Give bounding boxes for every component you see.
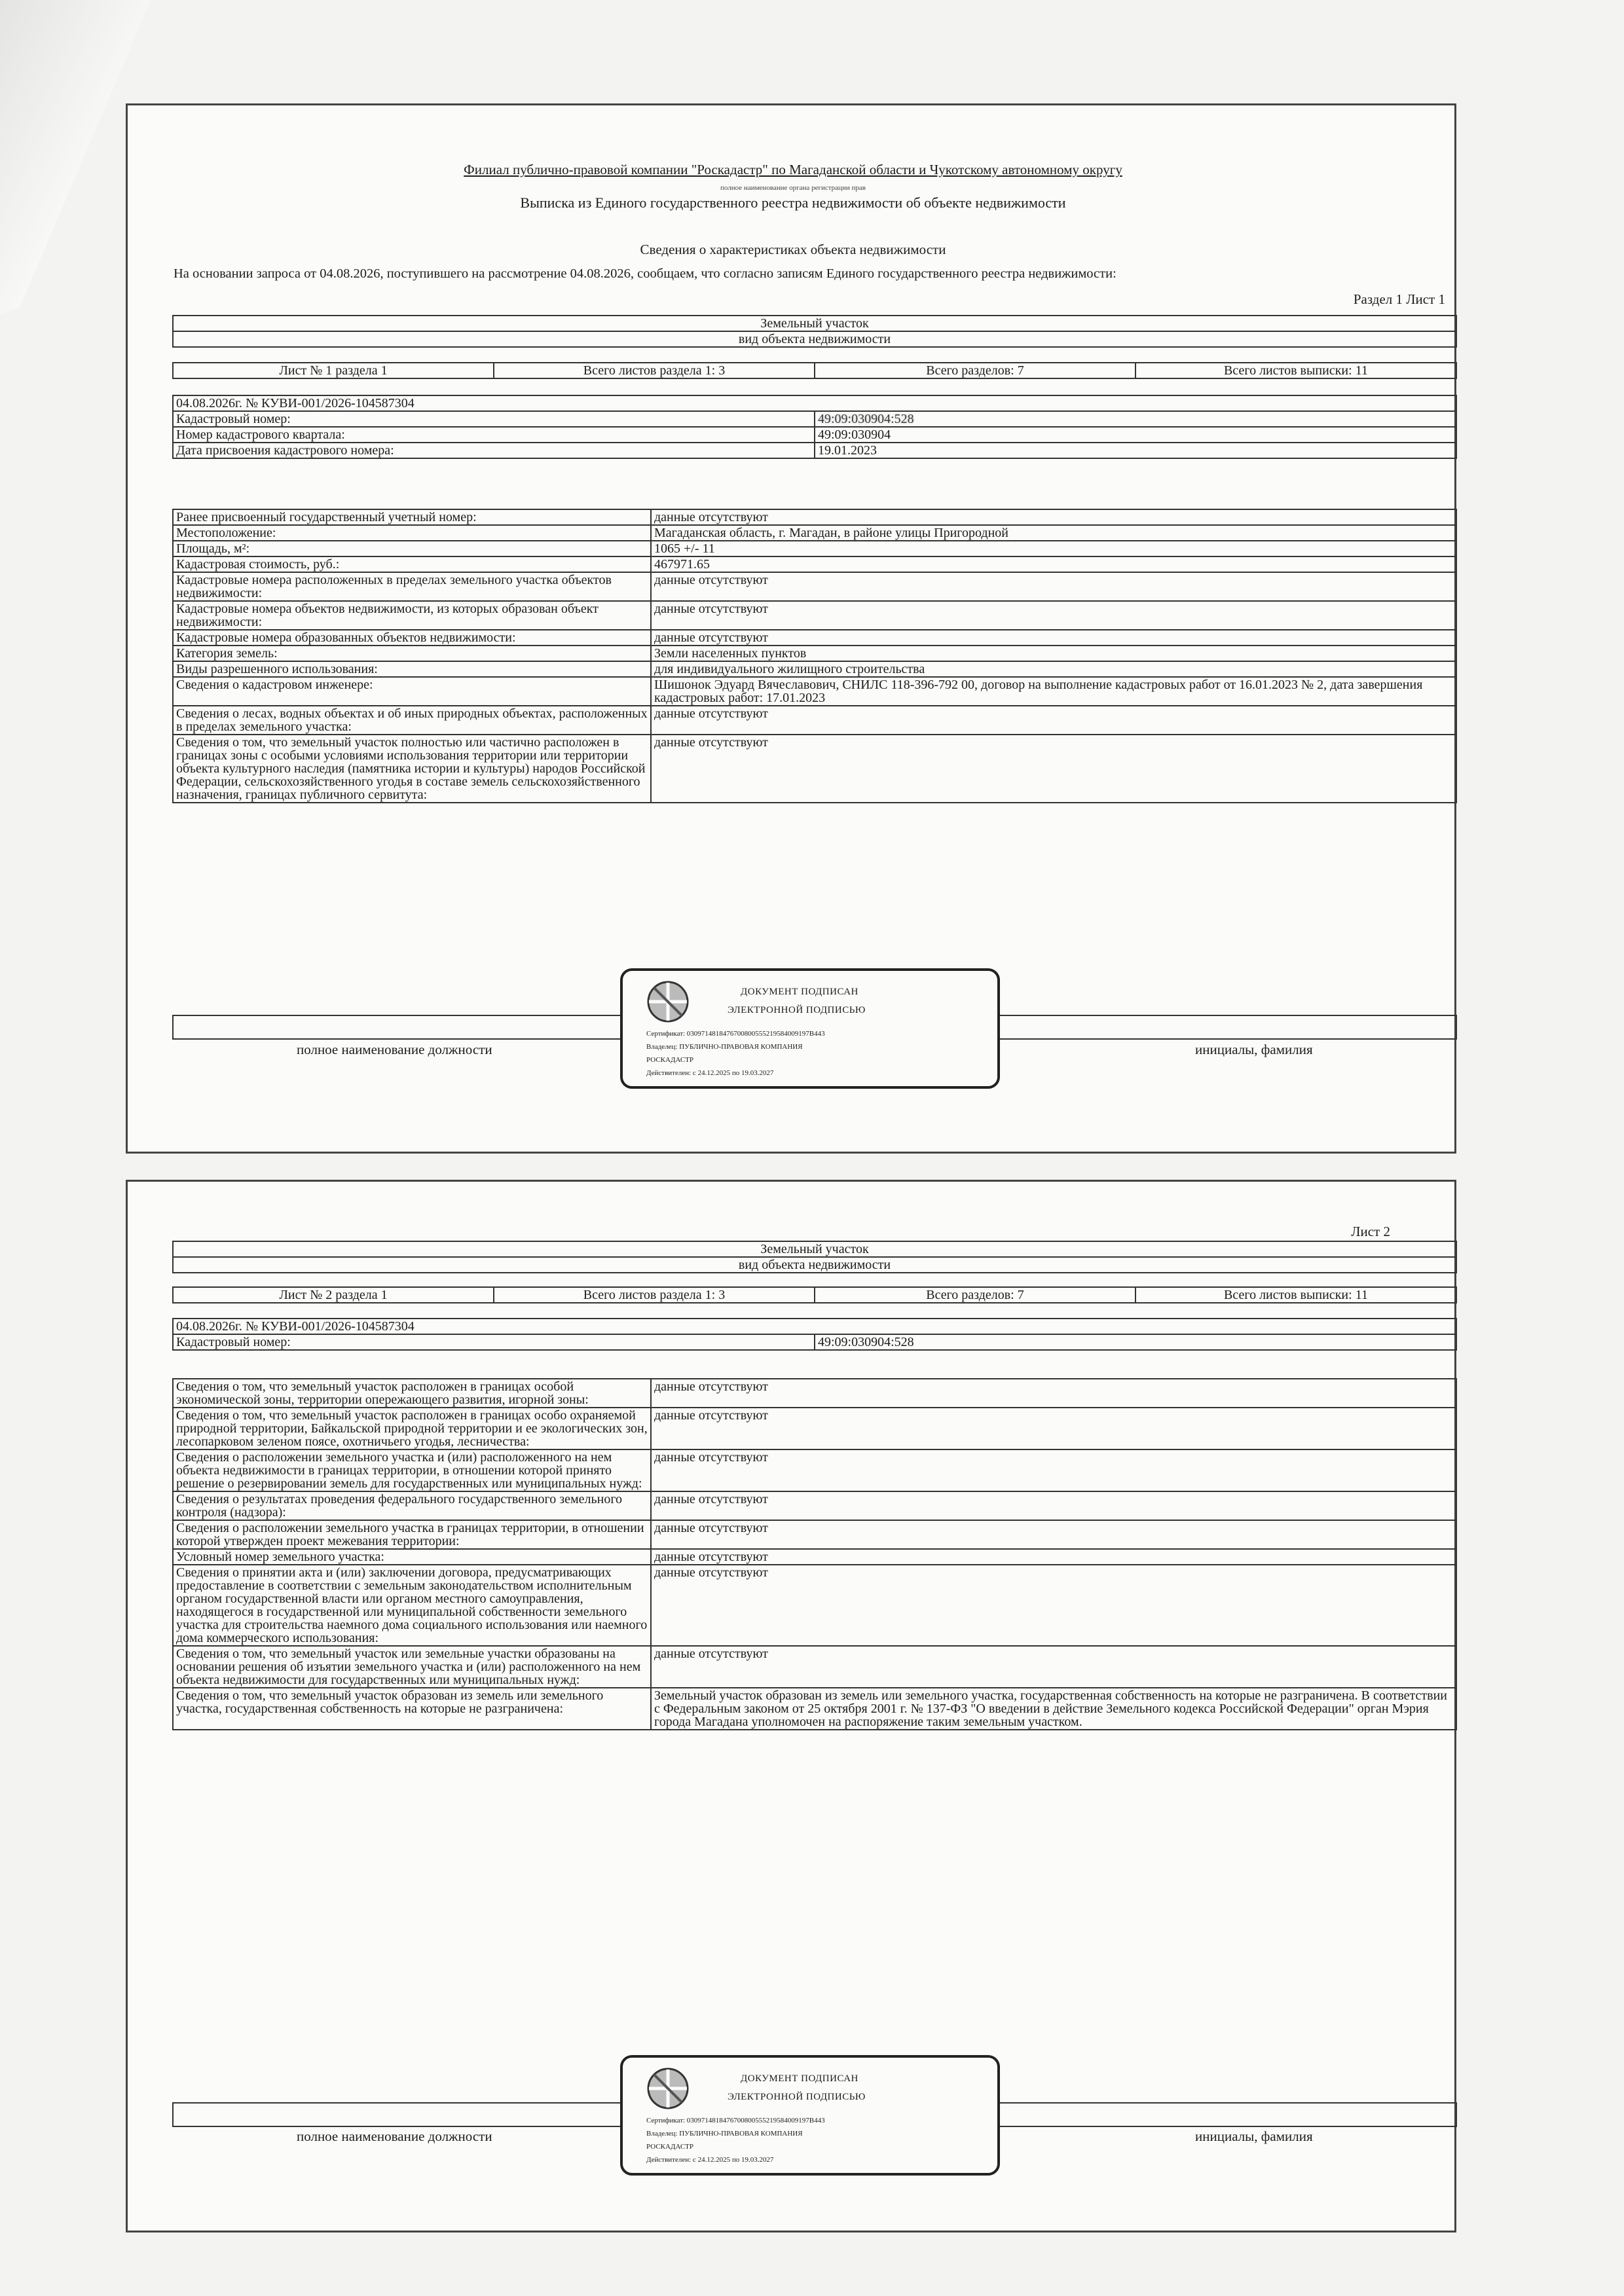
sheet-number: Лист № 2 раздела 1 [173, 1287, 494, 1303]
row-value: 19.01.2023 [815, 443, 1456, 458]
name-label: инициалы, фамилия [1195, 2128, 1313, 2144]
basis-text: На основании запроса от 04.08.2026, поступившего на рассмотрение 04.08.2026, сообщаем, что согласно записям Единого государственного реестра недвижимости: [174, 266, 1116, 281]
sections-total: Всего разделов: 7 [815, 363, 1135, 378]
main-info-table [172, 395, 1457, 459]
info-title: Сведения о характеристиках объекта недвижимости [640, 242, 946, 257]
row-label: Сведения о том, что земельный участок расположен в границах особо охраняемой природной территории, Байкальской природной территории и ее экологических зон, лесопарковом зеленом поясе, охотничьего угодья, лесничества: [173, 1408, 651, 1449]
row-label: Сведения о результатах проведения федерального государственного земельного контроля (надзора): [173, 1491, 651, 1520]
extract-sheet-2 [126, 1180, 1456, 2232]
row-label: Кадастровые номера образованных объектов недвижимости: [173, 630, 651, 646]
row-value: 467971.65 [651, 556, 1456, 572]
stamp-owner: Владелец: ПУБЛИЧНО-ПРАВОВАЯ КОМПАНИЯ [646, 2130, 803, 2138]
main-info-table [172, 1318, 1457, 1351]
row-value: Земли населенных пунктов [651, 646, 1456, 661]
row-value: данные отсутствуют [651, 572, 1456, 601]
sheet-info-table [172, 362, 1457, 379]
organization-caption: полное наименование органа регистрации прав [720, 184, 866, 192]
row-value: 49:09:030904 [815, 427, 1456, 443]
object-type-table [172, 1241, 1457, 1273]
row-label: Сведения о расположении земельного участка в границах территории, в отношении которой утвержден проект межевания территории: [173, 1520, 651, 1549]
row-value: для индивидуального жилищного строительства [651, 661, 1456, 677]
stamp-owner: Владелец: ПУБЛИЧНО-ПРАВОВАЯ КОМПАНИЯ [646, 1043, 803, 1051]
row-label: Виды разрешенного использования: [173, 661, 651, 677]
extract-title: Выписка из Единого государственного реестра недвижимости об объекте недвижимости [520, 194, 1066, 211]
row-label: Площадь, м²: [173, 541, 651, 556]
row-value: данные отсутствуют [651, 1379, 1456, 1408]
section-sheets-total: Всего листов раздела 1: 3 [494, 363, 815, 378]
row-value: Магаданская область, г. Магадан, в районе улицы Пригородной [651, 525, 1456, 541]
row-label: Сведения о кадастровом инженере: [173, 677, 651, 706]
extract-sheets-total: Всего листов выписки: 11 [1135, 363, 1456, 378]
stamp-owner-name: РОСКАДАСТР [646, 1056, 694, 1064]
row-value: данные отсутствуют [651, 1565, 1456, 1646]
row-label: Условный номер земельного участка: [173, 1549, 651, 1565]
row-label: Категория земель: [173, 646, 651, 661]
details-table [172, 1378, 1457, 1730]
row-value: данные отсутствуют [651, 601, 1456, 630]
sheet-number: Лист № 1 раздела 1 [173, 363, 494, 378]
row-value: 49:09:030904:528 [815, 411, 1456, 427]
row-label: Ранее присвоенный государственный учетный номер: [173, 509, 651, 525]
row-value: Земельный участок образован из земель или земельного участка, государственная собственность на которые не разграничена. В соответствии с Федеральным законом от 25 октября 2001 г. № 137-ФЗ "О введении в действие Земельного кодекса Российской Федерации" орган Мэрия города Магадана уполномочен на распоряжение таким земельным участком. [651, 1688, 1456, 1730]
row-value: данные отсутствуют [651, 1491, 1456, 1520]
record-id: 04.08.2026г. № КУВИ-001/2026-104587304 [173, 1319, 1456, 1334]
object-type-caption: вид объекта недвижимости [173, 331, 1456, 347]
stamp-line-2: ЭЛЕКТРОННОЙ ПОДПИСЬЮ [728, 2092, 866, 2102]
stamp-validity: Действителен: с 24.12.2025 по 19.03.2027 [646, 1069, 774, 1077]
object-type: Земельный участок [173, 316, 1456, 331]
row-value: Шишонок Эдуард Вячеславович, СНИЛС 118-396-792 00, договор на выполнение кадастровых работ от 16.01.2023 № 2, дата завершения кадастровых работ: 17.01.2023 [651, 677, 1456, 706]
row-label: Сведения о том, что земельный участок расположен в границах особой экономической зоны, территории опережающего развития, игорной зоны: [173, 1379, 651, 1408]
row-label: Сведения о том, что земельный участок полностью или частично расположен в границах зоны с особыми условиями использования территории или территории объекта культурного наследия (памятника истории и культуры) народов Российской Федерации, сельскохозяйственного угодья в составе земель сельскохозяйственного назначения, границах публичного сервитута: [173, 735, 651, 803]
row-value: данные отсутствуют [651, 1549, 1456, 1565]
stamp-certificate: Сертификат: 0309714818476700800555219584009197B443 [646, 2117, 825, 2124]
row-label: Кадастровый номер: [173, 1334, 815, 1350]
row-label: Дата присвоения кадастрового номера: [173, 443, 815, 458]
sections-total: Всего разделов: 7 [815, 1287, 1135, 1303]
object-type-caption: вид объекта недвижимости [173, 1257, 1456, 1273]
stamp-line-1: ДОКУМЕНТ ПОДПИСАН [741, 2073, 858, 2084]
row-label: Номер кадастрового квартала: [173, 427, 815, 443]
object-type-table [172, 315, 1457, 348]
name-label: инициалы, фамилия [1195, 1042, 1313, 1057]
row-value: данные отсутствуют [651, 735, 1456, 803]
row-value: данные отсутствуют [651, 509, 1456, 525]
organization-title: Филиал публично-правовой компании "Роскадастр" по Магаданской области и Чукотскому автономному округу [464, 162, 1122, 177]
row-value: данные отсутствуют [651, 1520, 1456, 1549]
stamp-owner-name: РОСКАДАСТР [646, 2143, 694, 2151]
sheet-info-table [172, 1286, 1457, 1303]
row-value: данные отсутствуют [651, 1646, 1456, 1688]
rosreestr-logo-icon [646, 2067, 690, 2110]
stamp-certificate: Сертификат: 0309714818476700800555219584009197B443 [646, 1030, 825, 1038]
row-value: данные отсутствуют [651, 630, 1456, 646]
stamp-line-2: ЭЛЕКТРОННОЙ ПОДПИСЬЮ [728, 1005, 866, 1015]
row-value: 49:09:030904:528 [815, 1334, 1456, 1350]
position-label: полное наименование должности [297, 1042, 492, 1057]
row-label: Кадастровые номера расположенных в пределах земельного участка объектов недвижимости: [173, 572, 651, 601]
rosreestr-logo-icon [646, 980, 690, 1023]
row-label: Сведения о расположении земельного участка и (или) расположенного на нем объекта недвижимости в границах территории, в отношении которой принято решение о резервировании земель для государственных или муниципальных нужд: [173, 1449, 651, 1491]
details-table [172, 509, 1457, 803]
row-value: данные отсутствуют [651, 1449, 1456, 1491]
row-value: данные отсутствуют [651, 1408, 1456, 1449]
row-label: Местоположение: [173, 525, 651, 541]
row-label: Сведения о том, что земельный участок или земельные участки образованы на основании решения об изъятии земельного участка и (или) расположенного на нем объекта недвижимости для государственных или муниципальных нужд: [173, 1646, 651, 1688]
row-label: Сведения о лесах, водных объектах и об иных природных объектах, расположенных в пределах земельного участка: [173, 706, 651, 735]
section-sheets-total: Всего листов раздела 1: 3 [494, 1287, 815, 1303]
electronic-signature-stamp [620, 2055, 1000, 2176]
row-label: Кадастровая стоимость, руб.: [173, 556, 651, 572]
row-label: Кадастровые номера объектов недвижимости, из которых образован объект недвижимости: [173, 601, 651, 630]
row-label: Сведения о принятии акта и (или) заключении договора, предусматривающих предоставление в соответствии с земельным законодательством исполнительным органом государственной власти или органом местного самоуправления, находящегося в государственной или муниципальной собственности земельного участка для строительства наемного дома социального использования или наемного дома коммерческого использования: [173, 1565, 651, 1646]
extract-sheet-1 [126, 103, 1456, 1154]
stamp-line-1: ДОКУМЕНТ ПОДПИСАН [741, 987, 858, 997]
stamp-validity: Действителен: с 24.12.2025 по 19.03.2027 [646, 2156, 774, 2164]
row-label: Сведения о том, что земельный участок образован из земель или земельного участка, государственная собственность на которые не разграничена: [173, 1688, 651, 1730]
object-type: Земельный участок [173, 1241, 1456, 1257]
electronic-signature-stamp [620, 968, 1000, 1089]
section-sheet-label: Раздел 1 Лист 1 [1353, 291, 1445, 307]
row-value: 1065 +/- 11 [651, 541, 1456, 556]
sheet-label: Лист 2 [1351, 1224, 1390, 1239]
row-label: Кадастровый номер: [173, 411, 815, 427]
position-label: полное наименование должности [297, 2128, 492, 2144]
record-id: 04.08.2026г. № КУВИ-001/2026-104587304 [173, 395, 1456, 411]
extract-sheets-total: Всего листов выписки: 11 [1135, 1287, 1456, 1303]
row-value: данные отсутствуют [651, 706, 1456, 735]
